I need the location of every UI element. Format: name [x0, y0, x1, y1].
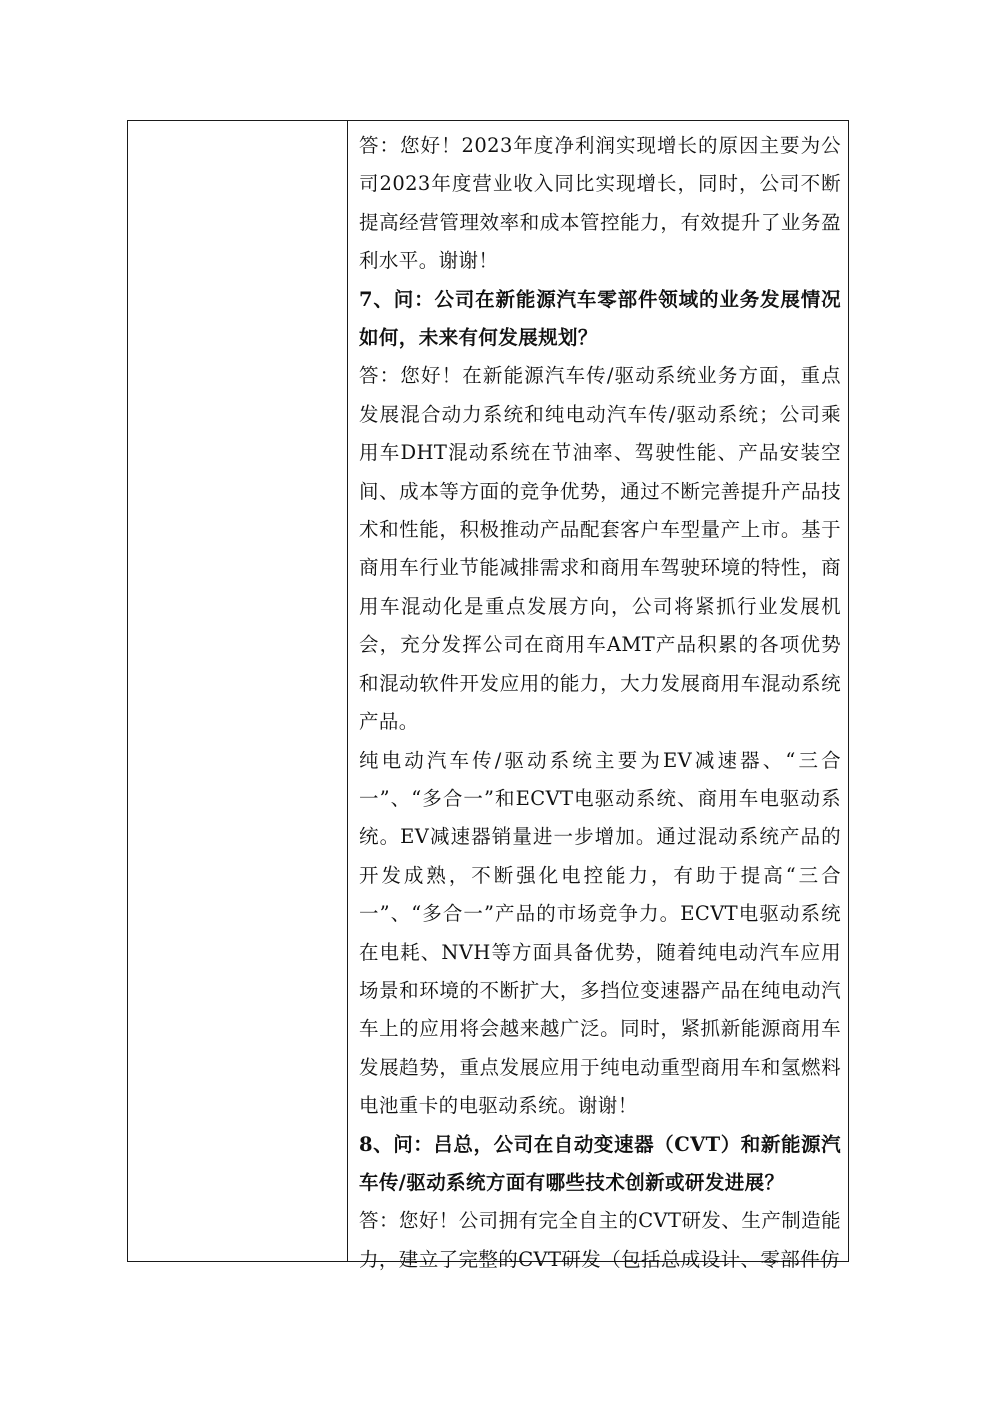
table-content-cell	[359, 127, 841, 1279]
answer-paragraph: 纯电动汽车传/驱动系统主要为EV减速器、“三合一”、“多合一”和ECVT电驱动系统、商用车电驱动系统。EV减速器销量进一步增加。通过混动系统产品的开发成熟，不断强化电控能力，有助于提高“三合一”、“多合一”产品的市场竞争力。ECVT电驱动系统在电耗、NVH等方面具备优势，随着纯电动汽车应用场景和环境的不断扩大，多挡位变速器产品在纯电动汽车上的应用将会越来越广泛。同时，紧抓新能源商用车发展趋势，重点发展应用于纯电动重型商用车和氢燃料电池重卡的电驱动系统。谢谢！	[359, 748, 841, 1118]
question-7: 7、问：公司在新能源汽车零部件领域的业务发展情况如何，未来有何发展规划？	[359, 287, 841, 350]
answer-paragraph: 答：您好！在新能源汽车传/驱动系统业务方面，重点发展混合动力系统和纯电动汽车传/驱动系统；公司乘用车DHT混动系统在节油率、驾驶性能、产品安装空间、成本等方面的竞争优势，通过不断完善提升产品技术和性能，积极推动产品配套客户车型量产上市。基于商用车行业节能减排需求和商用车驾驶环境的特性，商用车混动化是重点发展方向，公司将紧抓行业发展机会，充分发挥公司在商用车AMT产品积累的各项优势和混动软件开发应用的能力，大力发展商用车混动系统产品。	[359, 364, 841, 734]
question-8: 8、问：吕总，公司在自动变速器（CVT）和新能源汽车传/驱动系统方面有哪些技术创新或研发进展？	[359, 1132, 841, 1194]
table-column-divider	[347, 121, 348, 1261]
answer-paragraph: 答：您好！公司拥有完全自主的CVT研发、生产制造能力，建立了完整的CVT研发（包括总成设计、零部件仿	[359, 1209, 841, 1271]
answer-paragraph: 答：您好！2023年度净利润实现增长的原因主要为公司2023年度营业收入同比实现增长，同时，公司不断提高经营管理效率和成本管控能力，有效提升了业务盈利水平。谢谢！	[359, 134, 841, 273]
qa-table	[127, 120, 849, 1271]
table-left-cell	[128, 121, 347, 1261]
